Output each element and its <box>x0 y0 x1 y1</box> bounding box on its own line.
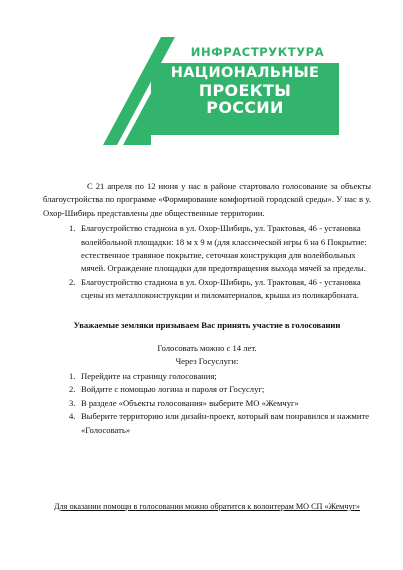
list-item-number: 2. <box>69 384 76 395</box>
list-item-number: 4. <box>69 411 76 422</box>
via-gosuslugi: Через Госуслуги: <box>175 356 239 367</box>
logo-title-line1: НАЦИОНАЛЬНЫЕ <box>170 65 320 81</box>
list-item-text: Перейдите на страницу голосования; <box>81 370 217 381</box>
list-item-number: 2. <box>69 276 76 287</box>
list-item <box>43 410 371 437</box>
list-item-number: 1. <box>69 223 76 234</box>
voting-steps-list <box>43 370 371 437</box>
list-item <box>43 397 371 410</box>
list-item <box>43 370 371 383</box>
national-projects-logo <box>103 37 343 147</box>
volunteer-help-note: Для оказании помощи в голосовании можно обратится к волонтерам МО СП «Жемчуг» <box>53 502 360 511</box>
list-item-number: 1. <box>69 370 76 381</box>
logo-title-line3: РОССИИ <box>206 97 284 117</box>
logo-infrastructure-label: ИНФРАСТРУКТУРА <box>190 45 325 59</box>
age-note: Голосовать можно с 14 лет. <box>157 343 257 354</box>
list-item-text: Благоустройство стадиона в ул. Охор-Шибирь, ул. Трактовая, 46 - установка волейбольной площадки: 18 м х 9 м (для классической игры 6 на 6 Покрытие: естественное травяное покрытие, сеточная конструкция для волейбольных мячей. Ограждение площадки для предотвращения выхода мячей за пределы. <box>81 223 367 274</box>
list-item-text: Войдите с помощью логина и пароля от Госуслуг; <box>81 384 265 395</box>
document-body <box>43 180 371 437</box>
logo-title-line2: ПРОЕКТЫ <box>198 80 292 100</box>
appeal-heading: Уважаемые земляки призываем Вас принять участие в голосовании <box>73 319 341 330</box>
list-item-text: Благоустройство стадиона в ул. Охор-Шибирь, ул. Трактовая, 46 - установка сцены из металлоконструкции и пиломатериалов, крыша из поликарбоната. <box>81 276 361 301</box>
list-item <box>43 383 371 396</box>
list-item-number: 3. <box>69 397 76 408</box>
territory-list <box>43 222 371 302</box>
logo-title <box>151 66 339 116</box>
list-item-text: В разделе «Объекты голосования» выберите МО «Жемчуг» <box>81 397 299 408</box>
intro-paragraph: С 21 апреля по 12 июня у нас в районе стартовало голосование за объекты благоустройства по программе «Формирование комфортной городской среды». У нас в у. Охор-Шибирь представлены две общественные территории. <box>43 181 371 218</box>
list-item <box>43 222 371 276</box>
list-item-text: Выберите территорию или дизайн-проект, который вам понравился и нажмите «Голосовать» <box>81 411 370 435</box>
list-item <box>43 276 371 303</box>
